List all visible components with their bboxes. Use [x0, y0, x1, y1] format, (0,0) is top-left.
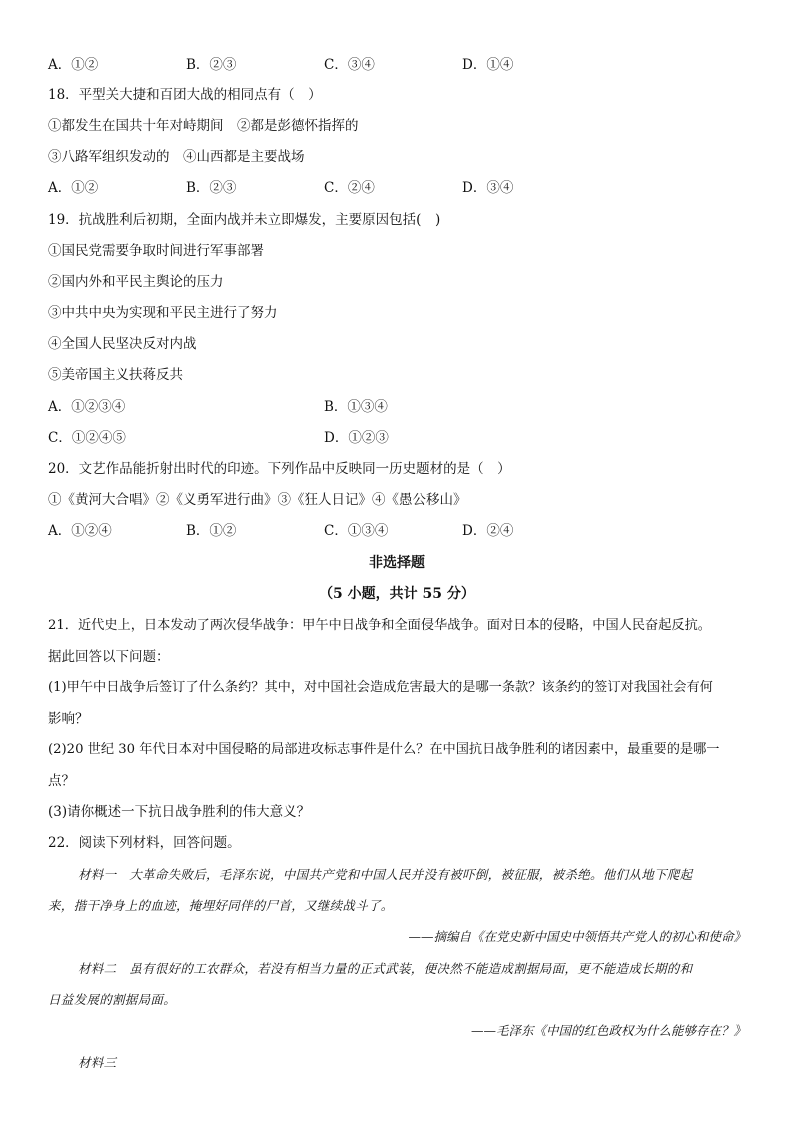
q19-item-3: ③中共中央为实现和平民主进行了努力: [48, 305, 278, 321]
q19-item-2: ②国内外和平民主舆论的压力: [48, 274, 224, 290]
q19-item-5: ⑤美帝国主义扶蒋反共: [48, 367, 183, 383]
q18-option-b: B．②③: [186, 180, 237, 196]
q22-material-1-line-2: 来，揩干净身上的血迹，掩埋好同伴的尸首，又继续战斗了。: [48, 898, 394, 913]
q19-item-4: ④全国人民坚决反对内战: [48, 336, 197, 352]
q18-option-a: A．①②: [48, 180, 99, 196]
q20-option-a: A．①②④: [48, 523, 112, 539]
q19-option-a: A．①②③④: [48, 399, 126, 415]
q21-part-1-line-1: (1)甲午中日战争后签订了什么条约？其中，对中国社会造成危害最大的是哪一条款？该条约的签订对我国社会有何: [48, 680, 713, 695]
q21-stem-line-1: 21．近代史上，日本发动了两次侵华战争：甲午中日战争和全面侵华战争。面对日本的侵略，中国人民奋起反抗。: [48, 618, 711, 633]
q20-items: ①《黄河大合唱》②《义勇军进行曲》③《狂人日记》④《愚公移山》: [48, 492, 467, 508]
q21-part-1-line-2: 影响？: [48, 711, 89, 727]
q18-option-d: D．③④: [462, 180, 514, 196]
q17-option-c: C．③④: [324, 57, 375, 73]
q18-stem: 18．平型关大捷和百团大战的相同点有（ ）: [48, 87, 322, 103]
q17-option-b: B．②③: [186, 57, 237, 73]
q20-option-b: B．①②: [186, 523, 237, 539]
q21-part-2-line-1: (2)20 世纪 30 年代日本对中国侵略的局部进攻标志事件是什么？在中国抗日战争胜利的诸因素中，最重要的是哪一: [48, 742, 720, 757]
q19-option-b: B．①③④: [324, 399, 388, 415]
q18-choice-line-1: ①都发生在国共十年对峙期间 ②都是彭德怀指挥的: [48, 118, 359, 134]
q22-material-2-line-1: 材料二 虽有很好的工农群众，若没有相当力量的正式武装，便决然不能造成割据局面，更不能造成长期的和: [78, 961, 693, 976]
q22-material-3-label: 材料三: [78, 1055, 117, 1070]
q19-stem: 19．抗战胜利后初期，全面内战并未立即爆发，主要原因包括( ): [48, 212, 441, 228]
q19-item-1: ①国民党需要争取时间进行军事部署: [48, 243, 264, 259]
section-subtitle: （5 小题，共计 55 分）: [319, 586, 475, 602]
q22-material-2-source: ——毛泽东《中国的红色政权为什么能够存在？》: [470, 1023, 746, 1038]
q22-material-1-source: ——摘编自《在党史新中国史中领悟共产党人的初心和使命》: [408, 929, 746, 944]
q21-part-3: (3)请你概述一下抗日战争胜利的伟大意义？: [48, 804, 311, 820]
q21-stem-line-2: 据此回答以下问题：: [48, 649, 170, 665]
q18-choice-line-2: ③八路军组织发动的 ④山西都是主要战场: [48, 149, 305, 165]
q17-option-d: D．①④: [462, 57, 514, 73]
q18-option-c: C．②④: [324, 180, 375, 196]
q19-option-d: D．①②③: [324, 430, 389, 446]
q21-part-2-line-2: 点？: [48, 773, 75, 789]
section-title: 非选择题: [369, 555, 425, 571]
q19-option-c: C．①②④⑤: [48, 430, 126, 446]
q20-stem: 20．文艺作品能折射出时代的印迹。下列作品中反映同一历史题材的是（ ）: [48, 461, 511, 477]
q17-option-a: A．①②: [48, 57, 99, 73]
q20-option-d: D．②④: [462, 523, 514, 539]
q20-option-c: C．①③④: [324, 523, 389, 539]
q22-material-1-line-1: 材料一 大革命失败后，毛泽东说，中国共产党和中国人民并没有被吓倒，被征服，被杀绝。他们从地下爬起: [78, 867, 693, 882]
q22-material-2-line-2: 日益发展的割据局面。: [48, 992, 177, 1007]
q22-stem: 22．阅读下列材料，回答问题。: [48, 835, 241, 851]
